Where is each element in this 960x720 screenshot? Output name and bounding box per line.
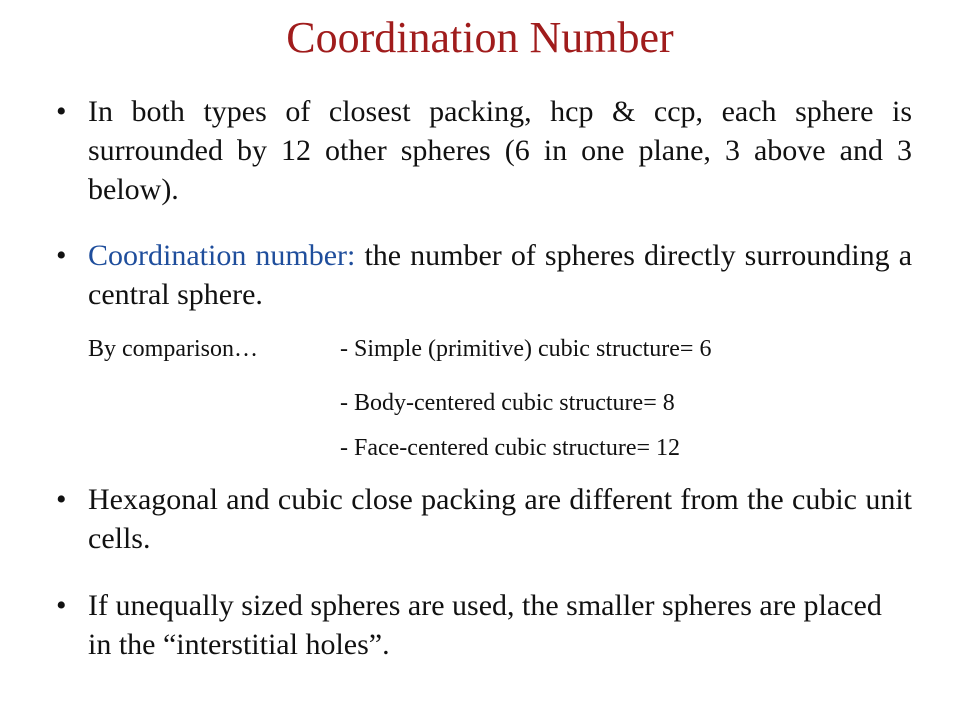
- bullet-coordination-number: [56, 236, 912, 314]
- bullet-text: Hexagonal and cubic close packing are different from the cubic unit cells.: [88, 483, 912, 555]
- comparison-body-centered-cubic: - Body-centered cubic structure= 8: [340, 390, 675, 416]
- bullet-text: In both types of closest packing, hcp & ccp, each sphere is surrounded by 12 other spheres (6 in one plane, 3 above and 3 below).: [88, 95, 912, 206]
- bullet-dot: •: [56, 589, 67, 622]
- bullet-dot: •: [56, 483, 67, 516]
- bullet-interstitial-holes: [56, 586, 912, 664]
- comparison-simple-cubic: - Simple (primitive) cubic structure= 6: [340, 336, 712, 362]
- bullet-dot: •: [56, 95, 67, 128]
- bullet-dot: •: [56, 239, 67, 272]
- slide-title: Coordination Number: [286, 13, 674, 62]
- term-coordination-number: Coordination number:: [88, 239, 356, 272]
- bullet-text: If unequally sized spheres are used, the smaller spheres are placed in the “interstitial holes”.: [88, 589, 882, 661]
- bullet-text: [88, 236, 912, 314]
- comparison-face-centered-cubic: - Face-centered cubic structure= 12: [340, 435, 681, 461]
- bullet-closest-packing: [56, 92, 912, 209]
- definition-text: the number of spheres directly surrounding a central sphere.: [88, 239, 913, 311]
- comparison-label: By comparison…: [88, 336, 258, 362]
- bullet-hexagonal-cubic: [56, 480, 912, 558]
